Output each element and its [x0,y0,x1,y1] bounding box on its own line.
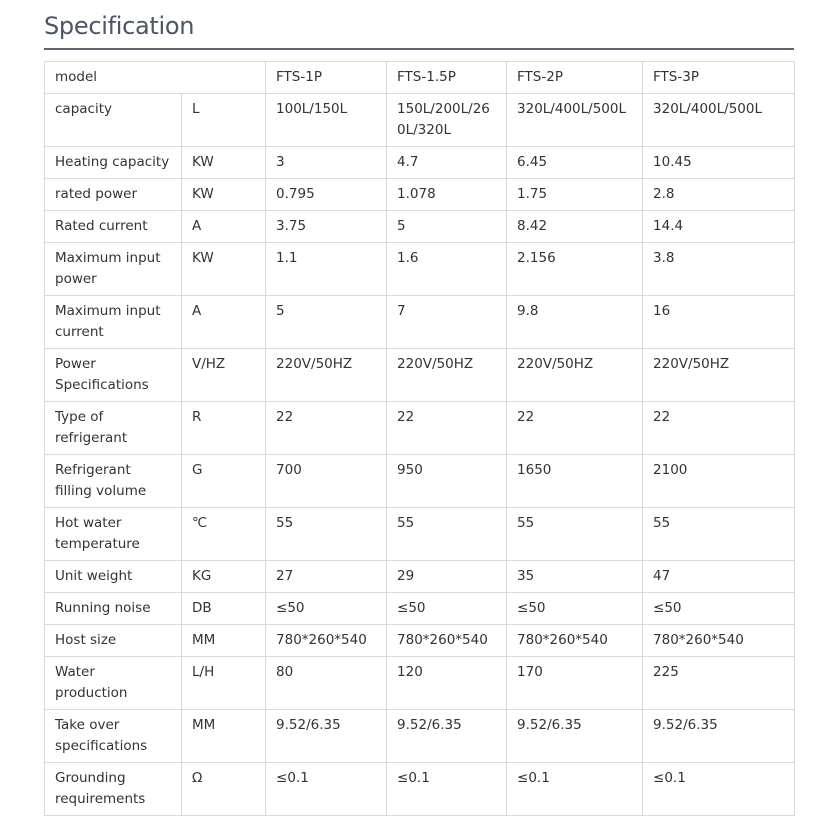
value-cell: ≤50 [507,593,643,625]
heading-divider [44,48,794,50]
model-header-cell: FTS-1.5P [387,62,507,94]
table-header-row [45,62,795,94]
value-cell: 780*260*540 [507,625,643,657]
value-cell: 1.6 [387,243,507,296]
value-cell: 220V/50HZ [507,349,643,402]
table-row [45,508,795,561]
value-cell: 47 [643,561,795,593]
value-cell: 29 [387,561,507,593]
table-row [45,763,795,816]
parameter-name-cell: Water production [45,657,182,710]
model-header-cell: FTS-1P [266,62,387,94]
value-cell: 5 [266,296,387,349]
value-cell: 780*260*540 [266,625,387,657]
header-model-label: model [45,62,266,94]
unit-cell: DB [182,593,266,625]
value-cell: 7 [387,296,507,349]
value-cell: ≤0.1 [387,763,507,816]
value-cell: 225 [643,657,795,710]
page-title: Specification [44,12,195,40]
value-cell: 4.7 [387,147,507,179]
table-row [45,710,795,763]
value-cell: 780*260*540 [387,625,507,657]
value-cell: 3.75 [266,211,387,243]
table-row [45,296,795,349]
table-row [45,211,795,243]
value-cell: 220V/50HZ [266,349,387,402]
table-row [45,179,795,211]
unit-cell: A [182,211,266,243]
value-cell: 8.42 [507,211,643,243]
value-cell: 2.8 [643,179,795,211]
value-cell: 320L/400L/500L [643,94,795,147]
value-cell: 55 [507,508,643,561]
parameter-name-cell: Take over specifications [45,710,182,763]
value-cell: 320L/400L/500L [507,94,643,147]
value-cell: 22 [507,402,643,455]
value-cell: 700 [266,455,387,508]
value-cell: 22 [643,402,795,455]
value-cell: 22 [387,402,507,455]
value-cell: 1.1 [266,243,387,296]
model-header-cell: FTS-2P [507,62,643,94]
value-cell: 220V/50HZ [387,349,507,402]
parameter-name-cell: Type of refrigerant [45,402,182,455]
parameter-name-cell: Running noise [45,593,182,625]
value-cell: 9.52/6.35 [387,710,507,763]
parameter-name-cell: capacity [45,94,182,147]
unit-cell: KW [182,243,266,296]
value-cell: 1650 [507,455,643,508]
table-row [45,402,795,455]
unit-cell: KW [182,147,266,179]
value-cell: ≤0.1 [266,763,387,816]
value-cell: 2.156 [507,243,643,296]
table-row [45,455,795,508]
parameter-name-cell: Heating capacity [45,147,182,179]
value-cell: 9.52/6.35 [266,710,387,763]
value-cell: 1.078 [387,179,507,211]
table-row [45,593,795,625]
parameter-name-cell: Maximum input current [45,296,182,349]
value-cell: 55 [266,508,387,561]
parameter-name-cell: Power Specifications [45,349,182,402]
unit-cell: Ω [182,763,266,816]
model-header-cell: FTS-3P [643,62,795,94]
unit-cell: A [182,296,266,349]
value-cell: 9.8 [507,296,643,349]
parameter-name-cell: Rated current [45,211,182,243]
unit-cell: MM [182,625,266,657]
value-cell: 9.52/6.35 [643,710,795,763]
value-cell: 950 [387,455,507,508]
value-cell: ≤50 [387,593,507,625]
value-cell: 3 [266,147,387,179]
unit-cell: MM [182,710,266,763]
table-row [45,94,795,147]
value-cell: ≤0.1 [507,763,643,816]
value-cell: 150L/200L/260L/320L [387,94,507,147]
value-cell: 5 [387,211,507,243]
value-cell: 22 [266,402,387,455]
value-cell: 170 [507,657,643,710]
value-cell: 27 [266,561,387,593]
table-row [45,349,795,402]
parameter-name-cell: Host size [45,625,182,657]
parameter-name-cell: rated power [45,179,182,211]
value-cell: 6.45 [507,147,643,179]
value-cell: 220V/50HZ [643,349,795,402]
unit-cell: L [182,94,266,147]
table-row [45,657,795,710]
value-cell: 780*260*540 [643,625,795,657]
parameter-name-cell: Hot water temperature [45,508,182,561]
table-row [45,147,795,179]
value-cell: ≤50 [643,593,795,625]
value-cell: 80 [266,657,387,710]
value-cell: 0.795 [266,179,387,211]
unit-cell: R [182,402,266,455]
table-row [45,243,795,296]
value-cell: ≤50 [266,593,387,625]
value-cell: 3.8 [643,243,795,296]
value-cell: 1.75 [507,179,643,211]
parameter-name-cell: Grounding requirements [45,763,182,816]
unit-cell: G [182,455,266,508]
value-cell: 14.4 [643,211,795,243]
unit-cell: L/H [182,657,266,710]
specification-table [44,61,795,816]
parameter-name-cell: Refrigerant filling volume [45,455,182,508]
table-row [45,561,795,593]
unit-cell: KW [182,179,266,211]
value-cell: 100L/150L [266,94,387,147]
value-cell: 120 [387,657,507,710]
parameter-name-cell: Maximum input power [45,243,182,296]
unit-cell: ℃ [182,508,266,561]
value-cell: 2100 [643,455,795,508]
unit-cell: V/HZ [182,349,266,402]
value-cell: 55 [387,508,507,561]
value-cell: 35 [507,561,643,593]
value-cell: 9.52/6.35 [507,710,643,763]
value-cell: 16 [643,296,795,349]
value-cell: 55 [643,508,795,561]
specification-table-body [45,62,795,816]
parameter-name-cell: Unit weight [45,561,182,593]
value-cell: 10.45 [643,147,795,179]
value-cell: ≤0.1 [643,763,795,816]
unit-cell: KG [182,561,266,593]
table-row [45,625,795,657]
